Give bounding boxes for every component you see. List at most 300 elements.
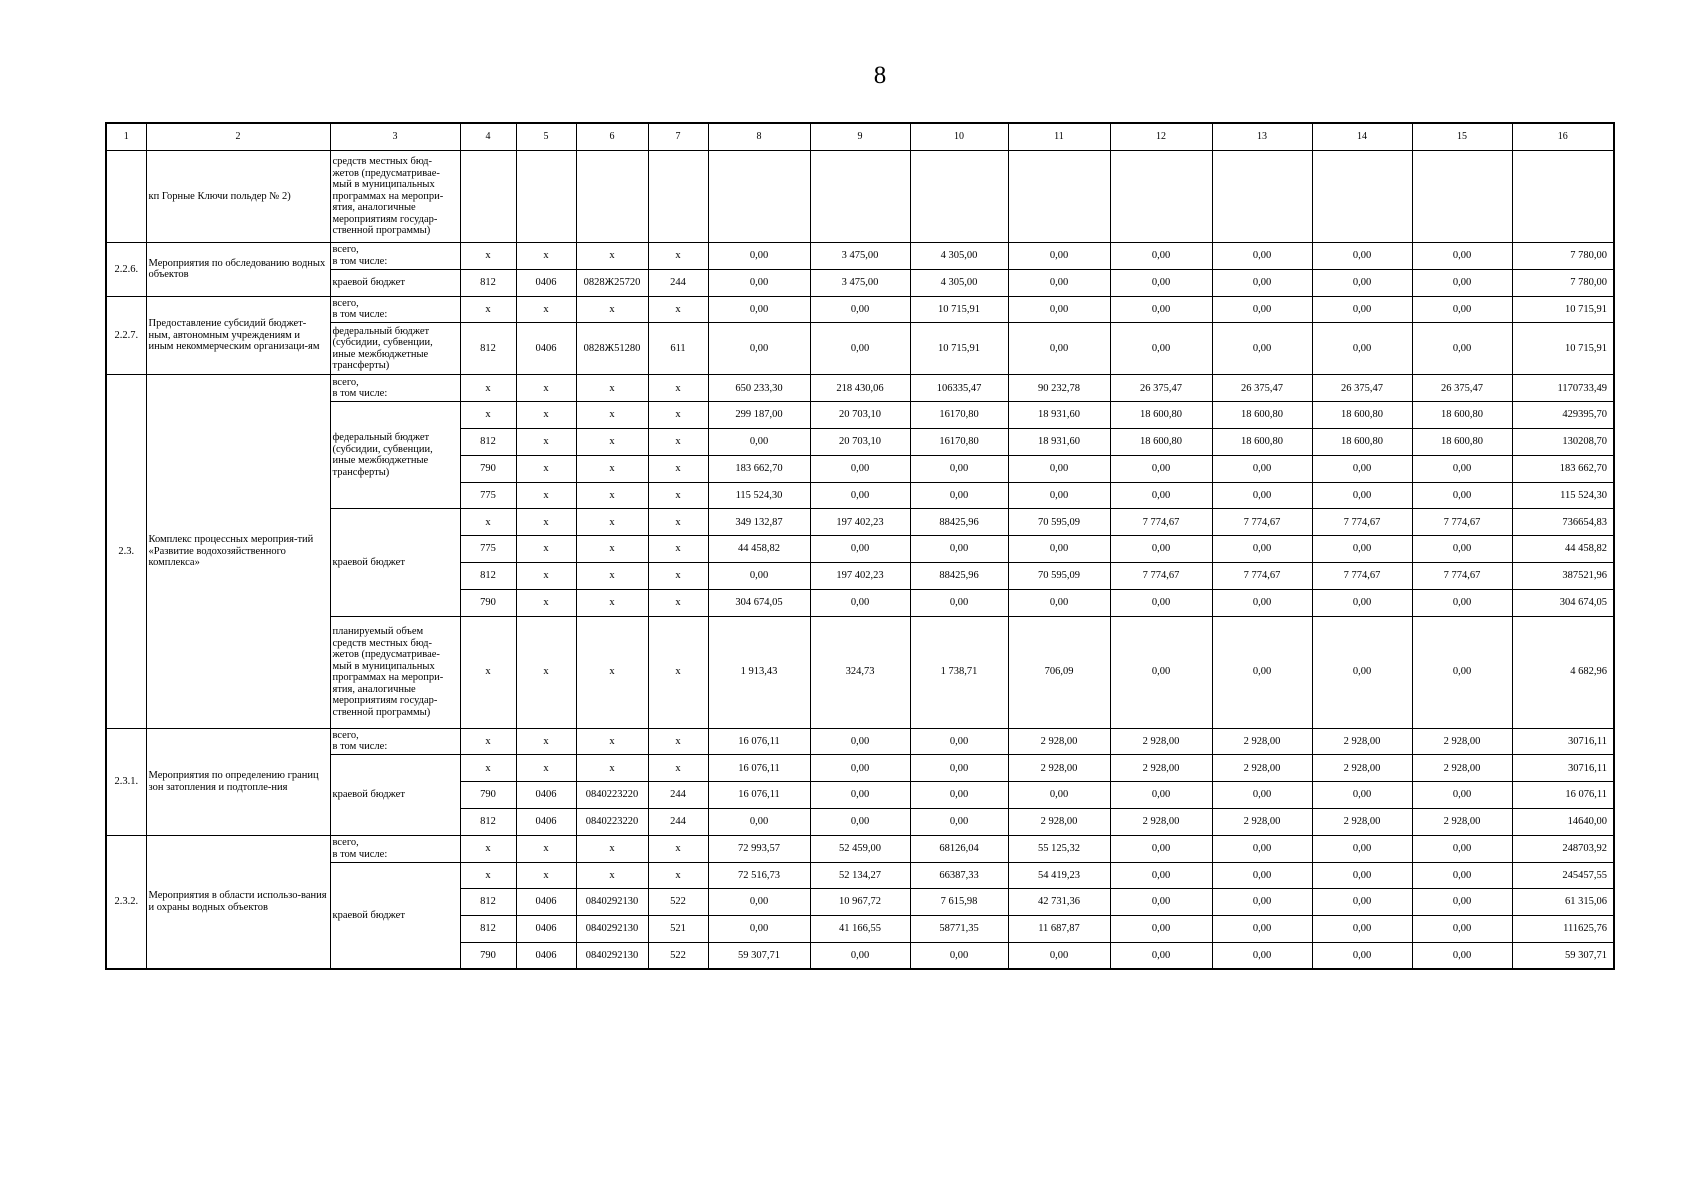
value-cell: 20 703,10 bbox=[810, 428, 910, 455]
value-cell: 0,00 bbox=[708, 428, 810, 455]
value-cell bbox=[1212, 151, 1312, 243]
value-cell: 7 774,67 bbox=[1212, 562, 1312, 589]
value-cell: 7 780,00 bbox=[1512, 269, 1614, 296]
value-cell: 59 307,71 bbox=[708, 942, 810, 969]
value-cell: 18 600,80 bbox=[1312, 428, 1412, 455]
value-cell: 44 458,82 bbox=[1512, 536, 1614, 563]
value-cell: 3 475,00 bbox=[810, 243, 910, 270]
value-cell: 0,00 bbox=[1212, 942, 1312, 969]
row-name: Мероприятия по обследованию водных объектов bbox=[146, 243, 330, 297]
funding-source: краевой бюджет bbox=[330, 862, 460, 969]
code-cell: 790 bbox=[460, 942, 516, 969]
value-cell bbox=[1512, 151, 1614, 243]
code-cell: 0840223220 bbox=[576, 808, 648, 835]
value-cell: 130208,70 bbox=[1512, 428, 1614, 455]
value-cell: 0,00 bbox=[1110, 243, 1212, 270]
value-cell: 0,00 bbox=[1212, 916, 1312, 943]
value-cell: 0,00 bbox=[1110, 942, 1212, 969]
column-header: 8 bbox=[708, 123, 810, 151]
value-cell: 4 682,96 bbox=[1512, 616, 1614, 728]
code-cell: х bbox=[516, 536, 576, 563]
value-cell: 0,00 bbox=[1312, 916, 1412, 943]
value-cell: 0,00 bbox=[1212, 862, 1312, 889]
value-cell: 18 600,80 bbox=[1110, 428, 1212, 455]
value-cell: 0,00 bbox=[1312, 782, 1412, 809]
budget-table bbox=[105, 122, 1615, 970]
value-cell: 0,00 bbox=[1312, 323, 1412, 375]
value-cell: 0,00 bbox=[1110, 782, 1212, 809]
code-cell: х bbox=[460, 728, 516, 755]
value-cell: 706,09 bbox=[1008, 616, 1110, 728]
value-cell: 0,00 bbox=[1110, 616, 1212, 728]
value-cell: 218 430,06 bbox=[810, 375, 910, 402]
value-cell bbox=[910, 151, 1008, 243]
value-cell: 18 600,80 bbox=[1412, 402, 1512, 429]
code-cell: х bbox=[516, 616, 576, 728]
value-cell: 0,00 bbox=[1312, 862, 1412, 889]
value-cell bbox=[1312, 151, 1412, 243]
value-cell: 245457,55 bbox=[1512, 862, 1614, 889]
funding-source: всего, в том числе: bbox=[330, 835, 460, 862]
row-number bbox=[106, 151, 146, 243]
value-cell: 16170,80 bbox=[910, 402, 1008, 429]
value-cell: 16170,80 bbox=[910, 428, 1008, 455]
code-cell: х bbox=[576, 509, 648, 536]
table-row bbox=[106, 151, 1614, 243]
value-cell: 0,00 bbox=[708, 916, 810, 943]
value-cell: 0,00 bbox=[1412, 862, 1512, 889]
value-cell: 2 928,00 bbox=[1212, 755, 1312, 782]
code-cell: х bbox=[516, 835, 576, 862]
value-cell: 41 166,55 bbox=[810, 916, 910, 943]
value-cell: 0,00 bbox=[1312, 536, 1412, 563]
code-cell: х bbox=[576, 402, 648, 429]
row-number: 2.2.7. bbox=[106, 296, 146, 375]
value-cell: 88425,96 bbox=[910, 562, 1008, 589]
value-cell: 0,00 bbox=[1412, 835, 1512, 862]
code-cell: х bbox=[516, 428, 576, 455]
value-cell: 70 595,09 bbox=[1008, 509, 1110, 536]
value-cell: 16 076,11 bbox=[1512, 782, 1614, 809]
code-cell: 812 bbox=[460, 323, 516, 375]
value-cell: 0,00 bbox=[1110, 862, 1212, 889]
value-cell: 10 715,91 bbox=[1512, 296, 1614, 323]
value-cell: 10 967,72 bbox=[810, 889, 910, 916]
value-cell: 90 232,78 bbox=[1008, 375, 1110, 402]
value-cell: 0,00 bbox=[1008, 536, 1110, 563]
code-cell: 0406 bbox=[516, 916, 576, 943]
value-cell: 72 516,73 bbox=[708, 862, 810, 889]
value-cell: 0,00 bbox=[1008, 269, 1110, 296]
value-cell: 10 715,91 bbox=[910, 323, 1008, 375]
code-cell: х bbox=[460, 296, 516, 323]
value-cell: 0,00 bbox=[1110, 835, 1212, 862]
value-cell: 0,00 bbox=[910, 536, 1008, 563]
value-cell: 0,00 bbox=[1110, 323, 1212, 375]
value-cell: 1170733,49 bbox=[1512, 375, 1614, 402]
column-header: 14 bbox=[1312, 123, 1412, 151]
value-cell: 26 375,47 bbox=[1110, 375, 1212, 402]
column-header: 15 bbox=[1412, 123, 1512, 151]
table-row bbox=[106, 296, 1614, 323]
value-cell: 2 928,00 bbox=[1110, 728, 1212, 755]
value-cell: 115 524,30 bbox=[708, 482, 810, 509]
value-cell: 0,00 bbox=[810, 728, 910, 755]
code-cell: х bbox=[648, 428, 708, 455]
value-cell: 26 375,47 bbox=[1412, 375, 1512, 402]
column-header: 1 bbox=[106, 123, 146, 151]
code-cell: х bbox=[516, 589, 576, 616]
table-row bbox=[106, 402, 1614, 429]
value-cell: 0,00 bbox=[1412, 889, 1512, 916]
code-cell: х bbox=[576, 755, 648, 782]
value-cell: 0,00 bbox=[1008, 942, 1110, 969]
value-cell: 248703,92 bbox=[1512, 835, 1614, 862]
table-row bbox=[106, 835, 1614, 862]
table-row bbox=[106, 269, 1614, 296]
value-cell: 349 132,87 bbox=[708, 509, 810, 536]
code-cell: х bbox=[576, 482, 648, 509]
code-cell: х bbox=[648, 536, 708, 563]
code-cell: х bbox=[460, 509, 516, 536]
value-cell: 115 524,30 bbox=[1512, 482, 1614, 509]
row-number: 2.3. bbox=[106, 375, 146, 728]
code-cell: 0828Ж25720 bbox=[576, 269, 648, 296]
value-cell: 2 928,00 bbox=[1412, 755, 1512, 782]
value-cell: 52 459,00 bbox=[810, 835, 910, 862]
code-cell: 790 bbox=[460, 782, 516, 809]
code-cell: х bbox=[648, 589, 708, 616]
value-cell: 0,00 bbox=[1312, 482, 1412, 509]
value-cell: 16 076,11 bbox=[708, 728, 810, 755]
value-cell: 0,00 bbox=[1212, 589, 1312, 616]
value-cell: 0,00 bbox=[810, 536, 910, 563]
code-cell: х bbox=[576, 562, 648, 589]
column-header: 6 bbox=[576, 123, 648, 151]
code-cell: 0840292130 bbox=[576, 916, 648, 943]
value-cell: 18 600,80 bbox=[1212, 428, 1312, 455]
code-cell: 0840223220 bbox=[576, 782, 648, 809]
code-cell: х bbox=[648, 296, 708, 323]
value-cell: 0,00 bbox=[1412, 482, 1512, 509]
value-cell: 0,00 bbox=[910, 755, 1008, 782]
code-cell: х bbox=[648, 616, 708, 728]
value-cell: 0,00 bbox=[1212, 296, 1312, 323]
row-name: Комплекс процессных мероприя-тий «Развитие водохозяйственного комплекса» bbox=[146, 375, 330, 728]
value-cell: 7 774,67 bbox=[1312, 562, 1412, 589]
value-cell: 183 662,70 bbox=[1512, 455, 1614, 482]
code-cell: 775 bbox=[460, 536, 516, 563]
value-cell: 0,00 bbox=[1110, 889, 1212, 916]
code-cell: 0406 bbox=[516, 808, 576, 835]
value-cell: 2 928,00 bbox=[1412, 808, 1512, 835]
code-cell: х bbox=[516, 728, 576, 755]
value-cell: 58771,35 bbox=[910, 916, 1008, 943]
value-cell: 0,00 bbox=[810, 323, 910, 375]
value-cell: 2 928,00 bbox=[1212, 728, 1312, 755]
funding-source: краевой бюджет bbox=[330, 509, 460, 616]
table-body bbox=[106, 123, 1614, 969]
code-cell: х bbox=[576, 243, 648, 270]
value-cell bbox=[1008, 151, 1110, 243]
value-cell: 0,00 bbox=[1212, 889, 1312, 916]
row-name: Мероприятия по определению границ зон затопления и подтопле-ния bbox=[146, 728, 330, 835]
value-cell: 0,00 bbox=[1110, 269, 1212, 296]
value-cell: 2 928,00 bbox=[1412, 728, 1512, 755]
value-cell: 0,00 bbox=[1312, 589, 1412, 616]
value-cell: 0,00 bbox=[708, 323, 810, 375]
value-cell: 4 305,00 bbox=[910, 243, 1008, 270]
column-header: 9 bbox=[810, 123, 910, 151]
code-cell: х bbox=[648, 455, 708, 482]
value-cell: 3 475,00 bbox=[810, 269, 910, 296]
value-cell: 106335,47 bbox=[910, 375, 1008, 402]
value-cell: 16 076,11 bbox=[708, 755, 810, 782]
code-cell: 775 bbox=[460, 482, 516, 509]
value-cell: 10 715,91 bbox=[910, 296, 1008, 323]
code-cell: х bbox=[460, 243, 516, 270]
value-cell: 0,00 bbox=[910, 482, 1008, 509]
value-cell: 0,00 bbox=[1412, 942, 1512, 969]
value-cell: 0,00 bbox=[1008, 589, 1110, 616]
code-cell: х bbox=[648, 375, 708, 402]
code-cell: 244 bbox=[648, 269, 708, 296]
value-cell: 0,00 bbox=[1312, 296, 1412, 323]
funding-source: всего, в том числе: bbox=[330, 728, 460, 755]
table-row bbox=[106, 243, 1614, 270]
header-row bbox=[106, 123, 1614, 151]
column-header: 13 bbox=[1212, 123, 1312, 151]
value-cell: 18 600,80 bbox=[1412, 428, 1512, 455]
code-cell: 244 bbox=[648, 782, 708, 809]
value-cell: 0,00 bbox=[1312, 243, 1412, 270]
value-cell: 2 928,00 bbox=[1008, 755, 1110, 782]
code-cell bbox=[516, 151, 576, 243]
table-row bbox=[106, 728, 1614, 755]
table-row bbox=[106, 755, 1614, 782]
code-cell: х bbox=[576, 296, 648, 323]
code-cell: 790 bbox=[460, 455, 516, 482]
funding-source: федеральный бюджет (субсидии, субвенции, иные межбюджетные трансферты) bbox=[330, 323, 460, 375]
value-cell: 0,00 bbox=[910, 782, 1008, 809]
code-cell bbox=[460, 151, 516, 243]
code-cell: х bbox=[516, 755, 576, 782]
value-cell: 650 233,30 bbox=[708, 375, 810, 402]
code-cell: 0840292130 bbox=[576, 889, 648, 916]
value-cell: 0,00 bbox=[1212, 482, 1312, 509]
code-cell bbox=[648, 151, 708, 243]
value-cell: 20 703,10 bbox=[810, 402, 910, 429]
code-cell: х bbox=[460, 755, 516, 782]
value-cell: 0,00 bbox=[1412, 782, 1512, 809]
value-cell: 0,00 bbox=[1412, 616, 1512, 728]
table-row bbox=[106, 862, 1614, 889]
value-cell: 0,00 bbox=[1212, 835, 1312, 862]
value-cell: 304 674,05 bbox=[1512, 589, 1614, 616]
code-cell: 0406 bbox=[516, 942, 576, 969]
value-cell: 0,00 bbox=[1212, 616, 1312, 728]
funding-source: всего, в том числе: bbox=[330, 375, 460, 402]
value-cell: 0,00 bbox=[1412, 243, 1512, 270]
funding-source: средств местных бюд-жетов (предусматривае-мый в муниципальных программах на меропри-ятия, аналогичные мероприятиям государ-ственной программы) bbox=[330, 151, 460, 243]
code-cell: 812 bbox=[460, 562, 516, 589]
value-cell: 0,00 bbox=[1008, 482, 1110, 509]
value-cell: 183 662,70 bbox=[708, 455, 810, 482]
value-cell: 0,00 bbox=[1212, 536, 1312, 563]
value-cell: 30716,11 bbox=[1512, 728, 1614, 755]
row-name: Мероприятия в области использо-вания и охраны водных объектов bbox=[146, 835, 330, 969]
code-cell: 244 bbox=[648, 808, 708, 835]
value-cell: 0,00 bbox=[1412, 536, 1512, 563]
value-cell: 18 600,80 bbox=[1212, 402, 1312, 429]
code-cell: х bbox=[516, 509, 576, 536]
value-cell bbox=[1110, 151, 1212, 243]
code-cell: 0840292130 bbox=[576, 942, 648, 969]
code-cell: х bbox=[516, 482, 576, 509]
code-cell: 521 bbox=[648, 916, 708, 943]
code-cell: 812 bbox=[460, 889, 516, 916]
code-cell: 812 bbox=[460, 916, 516, 943]
value-cell: 42 731,36 bbox=[1008, 889, 1110, 916]
code-cell: 0406 bbox=[516, 889, 576, 916]
value-cell: 0,00 bbox=[810, 942, 910, 969]
value-cell bbox=[708, 151, 810, 243]
value-cell: 2 928,00 bbox=[1312, 755, 1412, 782]
code-cell bbox=[576, 151, 648, 243]
value-cell: 0,00 bbox=[1412, 455, 1512, 482]
code-cell: х bbox=[648, 862, 708, 889]
code-cell: 812 bbox=[460, 428, 516, 455]
funding-source: всего, в том числе: bbox=[330, 243, 460, 270]
value-cell: 197 402,23 bbox=[810, 509, 910, 536]
value-cell: 7 774,67 bbox=[1412, 562, 1512, 589]
value-cell: 7 615,98 bbox=[910, 889, 1008, 916]
code-cell: х bbox=[516, 862, 576, 889]
value-cell: 2 928,00 bbox=[1008, 728, 1110, 755]
value-cell: 299 187,00 bbox=[708, 402, 810, 429]
code-cell: х bbox=[516, 243, 576, 270]
value-cell: 0,00 bbox=[810, 755, 910, 782]
column-header: 3 bbox=[330, 123, 460, 151]
value-cell: 2 928,00 bbox=[1212, 808, 1312, 835]
value-cell: 2 928,00 bbox=[1312, 808, 1412, 835]
value-cell: 26 375,47 bbox=[1212, 375, 1312, 402]
value-cell: 0,00 bbox=[1412, 589, 1512, 616]
value-cell: 11 687,87 bbox=[1008, 916, 1110, 943]
value-cell: 2 928,00 bbox=[1312, 728, 1412, 755]
code-cell: х bbox=[516, 455, 576, 482]
code-cell: х bbox=[648, 243, 708, 270]
value-cell: 0,00 bbox=[1412, 269, 1512, 296]
funding-source: краевой бюджет bbox=[330, 755, 460, 835]
funding-source: всего, в том числе: bbox=[330, 296, 460, 323]
value-cell: 0,00 bbox=[1008, 243, 1110, 270]
value-cell: 7 774,67 bbox=[1412, 509, 1512, 536]
value-cell: 0,00 bbox=[1412, 323, 1512, 375]
value-cell: 66387,33 bbox=[910, 862, 1008, 889]
value-cell: 429395,70 bbox=[1512, 402, 1614, 429]
value-cell: 0,00 bbox=[1110, 482, 1212, 509]
value-cell: 0,00 bbox=[810, 455, 910, 482]
value-cell: 4 305,00 bbox=[910, 269, 1008, 296]
code-cell: х bbox=[460, 835, 516, 862]
column-header: 10 bbox=[910, 123, 1008, 151]
value-cell: 10 715,91 bbox=[1512, 323, 1614, 375]
code-cell: х bbox=[576, 616, 648, 728]
funding-source: планируемый объем средств местных бюд-жетов (предусматривае-мый в муниципальных программах на меропри-ятия, аналогичные мероприятиям государ-ственной программы) bbox=[330, 616, 460, 728]
value-cell: 72 993,57 bbox=[708, 835, 810, 862]
code-cell: 812 bbox=[460, 808, 516, 835]
value-cell: 0,00 bbox=[1110, 589, 1212, 616]
value-cell: 0,00 bbox=[1008, 296, 1110, 323]
column-header: 2 bbox=[146, 123, 330, 151]
code-cell: 0406 bbox=[516, 782, 576, 809]
code-cell: х bbox=[576, 589, 648, 616]
value-cell: 1 913,43 bbox=[708, 616, 810, 728]
value-cell: 14640,00 bbox=[1512, 808, 1614, 835]
value-cell: 0,00 bbox=[1212, 323, 1312, 375]
value-cell: 1 738,71 bbox=[910, 616, 1008, 728]
value-cell: 111625,76 bbox=[1512, 916, 1614, 943]
value-cell: 0,00 bbox=[1212, 269, 1312, 296]
value-cell: 30716,11 bbox=[1512, 755, 1614, 782]
value-cell: 2 928,00 bbox=[1008, 808, 1110, 835]
value-cell: 16 076,11 bbox=[708, 782, 810, 809]
column-header: 7 bbox=[648, 123, 708, 151]
code-cell: х bbox=[516, 296, 576, 323]
value-cell: 7 774,67 bbox=[1110, 562, 1212, 589]
code-cell: х bbox=[576, 728, 648, 755]
value-cell: 0,00 bbox=[810, 589, 910, 616]
code-cell: х bbox=[576, 835, 648, 862]
value-cell: 7 780,00 bbox=[1512, 243, 1614, 270]
value-cell: 44 458,82 bbox=[708, 536, 810, 563]
value-cell: 7 774,67 bbox=[1110, 509, 1212, 536]
table-row bbox=[106, 509, 1614, 536]
code-cell: х bbox=[648, 562, 708, 589]
code-cell: х bbox=[648, 509, 708, 536]
column-header: 11 bbox=[1008, 123, 1110, 151]
value-cell: 18 931,60 bbox=[1008, 428, 1110, 455]
funding-source: краевой бюджет bbox=[330, 269, 460, 296]
code-cell: х bbox=[576, 536, 648, 563]
value-cell: 18 600,80 bbox=[1312, 402, 1412, 429]
value-cell: 88425,96 bbox=[910, 509, 1008, 536]
value-cell: 387521,96 bbox=[1512, 562, 1614, 589]
code-cell: х bbox=[648, 755, 708, 782]
value-cell: 26 375,47 bbox=[1312, 375, 1412, 402]
value-cell: 18 931,60 bbox=[1008, 402, 1110, 429]
value-cell: 0,00 bbox=[810, 482, 910, 509]
code-cell: 0406 bbox=[516, 269, 576, 296]
value-cell: 736654,83 bbox=[1512, 509, 1614, 536]
value-cell: 0,00 bbox=[708, 562, 810, 589]
code-cell: х bbox=[460, 862, 516, 889]
value-cell: 0,00 bbox=[910, 455, 1008, 482]
value-cell: 54 419,23 bbox=[1008, 862, 1110, 889]
value-cell bbox=[1412, 151, 1512, 243]
code-cell: 0828Ж51280 bbox=[576, 323, 648, 375]
value-cell: 0,00 bbox=[910, 589, 1008, 616]
value-cell: 0,00 bbox=[1312, 942, 1412, 969]
value-cell: 0,00 bbox=[708, 808, 810, 835]
value-cell: 0,00 bbox=[810, 296, 910, 323]
value-cell: 61 315,06 bbox=[1512, 889, 1614, 916]
value-cell: 0,00 bbox=[1110, 916, 1212, 943]
value-cell bbox=[810, 151, 910, 243]
value-cell: 197 402,23 bbox=[810, 562, 910, 589]
code-cell: х bbox=[460, 402, 516, 429]
